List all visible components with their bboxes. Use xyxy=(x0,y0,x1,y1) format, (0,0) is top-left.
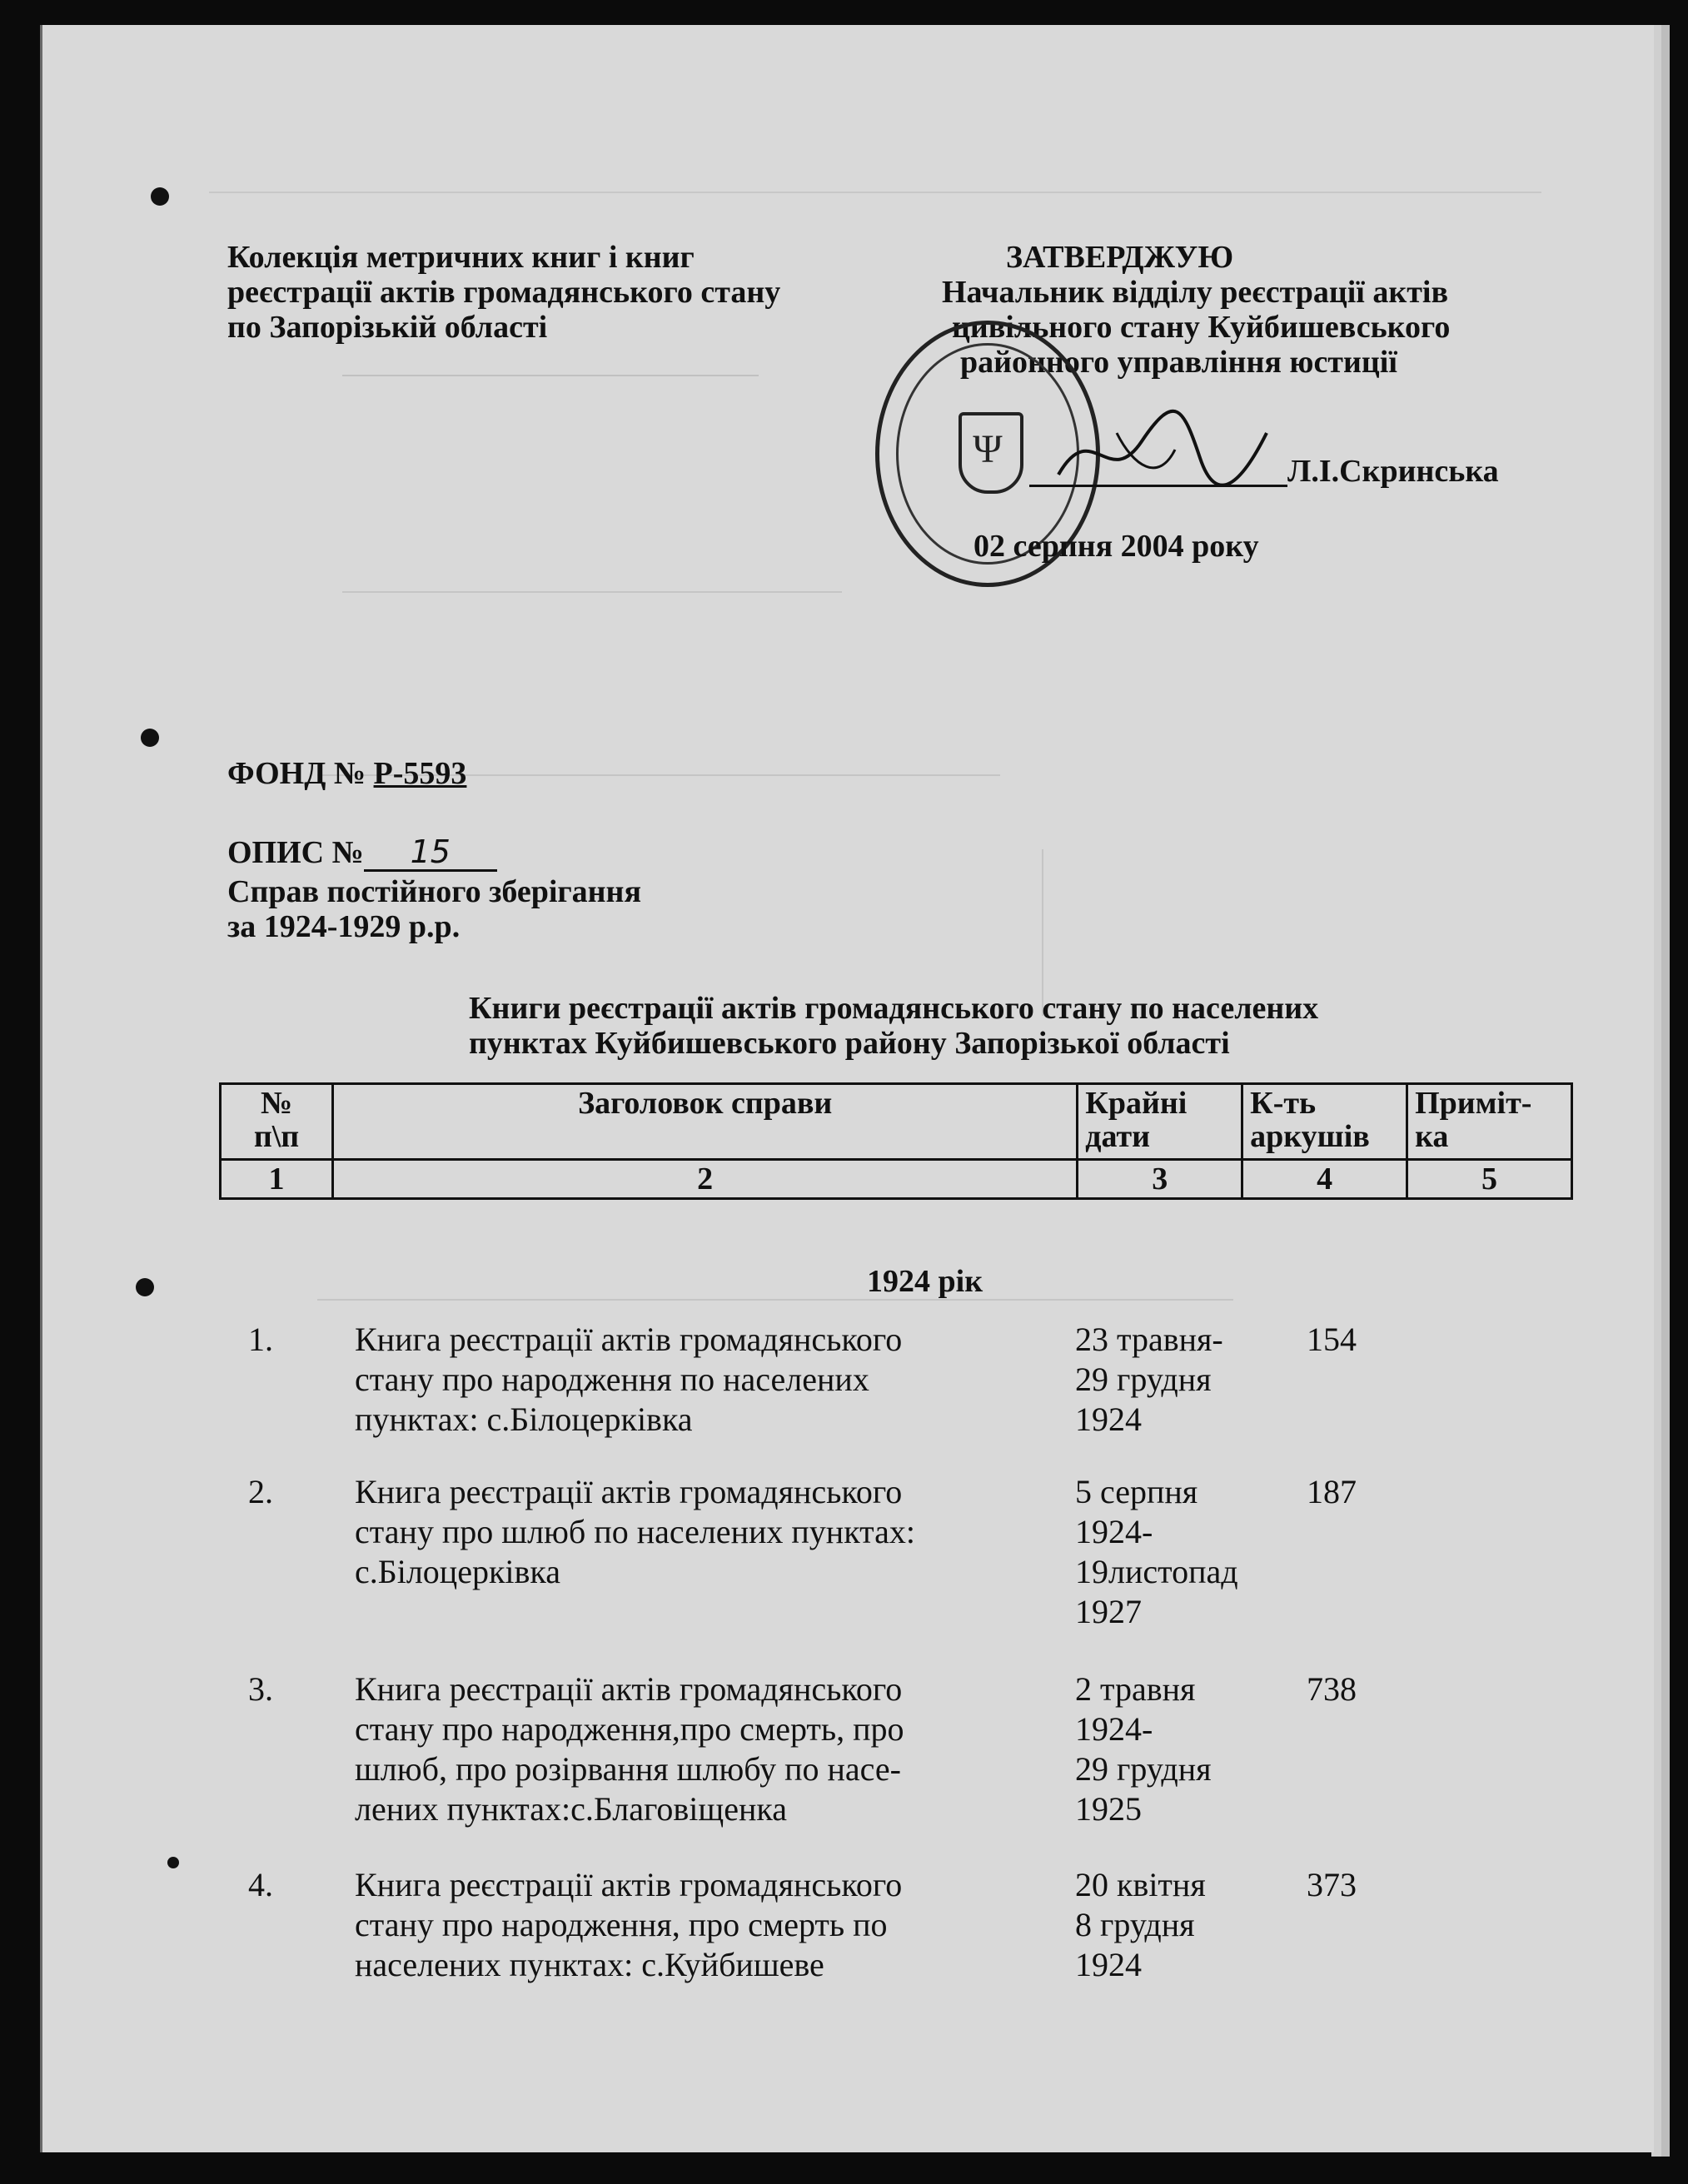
entry-title-line: населених пунктах: с.Куйбишеве xyxy=(355,1946,824,1983)
header-cell-notes: Приміт- ка xyxy=(1407,1084,1572,1160)
entry-sheets: 373 xyxy=(1307,1866,1357,1903)
year-heading: 1924 рік xyxy=(867,1264,983,1299)
entry-title-line: Книга реєстрації актів громадянського xyxy=(355,1473,903,1510)
header-cell-number: № п\п xyxy=(221,1084,333,1160)
entry-number: 1. xyxy=(248,1321,273,1358)
entry-title-line: стану про народження,про смерть, про xyxy=(355,1710,904,1748)
bleed-through xyxy=(209,192,1541,193)
entry-sheets: 738 xyxy=(1307,1670,1357,1708)
entry-title-line: пунктах: с.Білоцерківка xyxy=(355,1400,693,1438)
binding-hole xyxy=(167,1857,179,1868)
entry-date-line: 1925 xyxy=(1075,1790,1142,1828)
opis-description xyxy=(227,874,641,944)
trident-icon: Ψ xyxy=(973,427,1003,471)
approval-line: цивільного стану Куйбишевського xyxy=(952,310,1451,345)
entry-date-line: 5 серпня xyxy=(1075,1473,1198,1510)
entry-date-line: 8 грудня xyxy=(1075,1906,1195,1943)
binding-hole xyxy=(141,729,159,747)
collection-name xyxy=(227,240,894,345)
entry-title xyxy=(355,1865,1038,1985)
col-number: 4 xyxy=(1242,1160,1407,1199)
table-header-row xyxy=(221,1084,1572,1160)
binding-hole xyxy=(151,187,169,206)
entry-title-line: Книга реєстрації актів громадянського xyxy=(355,1866,903,1903)
inventory-title xyxy=(469,991,1551,1061)
entry-date-line: 1924- xyxy=(1075,1513,1153,1550)
opis-value: 15 xyxy=(364,834,497,872)
entry-title-line: стану про шлюб по населених пунктах: xyxy=(355,1513,915,1550)
opis-number xyxy=(227,834,497,872)
entry-title-line: лених пунктах:с.Благовіщенка xyxy=(355,1790,787,1828)
col-number: 1 xyxy=(221,1160,333,1199)
column-number-row xyxy=(221,1160,1572,1199)
collection-line: Колекція метричних книг і книг xyxy=(227,240,695,275)
inventory-table-header xyxy=(219,1082,1573,1200)
title-line: Книги реєстрації актів громадянського стану по населених xyxy=(469,991,1319,1026)
entry-title xyxy=(355,1669,1038,1829)
entry-sheets: 154 xyxy=(1307,1321,1357,1358)
approval-title: ЗАТВЕРДЖУЮ xyxy=(1006,240,1234,275)
entry-date-line: 1924 xyxy=(1075,1400,1142,1438)
bleed-through xyxy=(317,1224,1233,1301)
entry-date-line: 1924 xyxy=(1075,1946,1142,1983)
entry-dates xyxy=(1075,1320,1258,1440)
entry-dates xyxy=(1075,1472,1258,1632)
col-number: 5 xyxy=(1407,1160,1572,1199)
collection-line: по Запорізькій області xyxy=(227,310,548,345)
title-line: пунктах Куйбишевського району Запорізької області xyxy=(469,1026,1230,1061)
entry-number: 3. xyxy=(248,1670,273,1708)
entry-number: 4. xyxy=(248,1866,273,1903)
entry-number: 2. xyxy=(248,1473,273,1510)
paper-edge xyxy=(1661,25,1670,2157)
entry-dates xyxy=(1075,1865,1258,1985)
binding-hole xyxy=(136,1278,154,1296)
bleed-through xyxy=(342,491,842,593)
opis-desc-line: Справ постійного зберігання xyxy=(227,874,642,909)
col-number: 2 xyxy=(333,1160,1078,1199)
entry-date-line: 23 травня- xyxy=(1075,1321,1223,1358)
approval-line: Начальник відділу реєстрації актів xyxy=(942,275,1448,310)
fond-label: ФОНД № xyxy=(227,756,366,791)
entry-title-line: шлюб, про розірвання шлюбу по насе- xyxy=(355,1750,901,1788)
bleed-through xyxy=(342,341,759,376)
entry-date-line: 2 травня xyxy=(1075,1670,1196,1708)
entry-title xyxy=(355,1472,1038,1592)
entry-date-line: 29 грудня xyxy=(1075,1750,1212,1788)
header-cell-title: Заголовок справи xyxy=(333,1084,1078,1160)
header-cell-dates: Крайні дати xyxy=(1078,1084,1242,1160)
opis-desc-line: за 1924-1929 р.р. xyxy=(227,909,461,944)
opis-label: ОПИС № xyxy=(227,835,364,870)
entry-sheets: 187 xyxy=(1307,1473,1357,1510)
approval-date: 02 серпня 2004 року xyxy=(973,529,1259,564)
entry-date-line: 1924- xyxy=(1075,1710,1153,1748)
fond-number xyxy=(227,756,466,791)
signature-line xyxy=(1029,485,1287,487)
entry-title-line: стану про народження по населених xyxy=(355,1361,869,1398)
signatory-name: Л.І.Скринська xyxy=(1287,454,1499,489)
document-page xyxy=(40,25,1654,2152)
entry-date-line: 19листопад xyxy=(1075,1553,1238,1590)
collection-line: реєстрації актів громадянського стану xyxy=(227,275,781,310)
entry-date-line: 20 квітня xyxy=(1075,1866,1206,1903)
approval-line: районного управління юстиції xyxy=(960,345,1397,380)
entry-date-line: 29 грудня xyxy=(1075,1361,1212,1398)
entry-dates xyxy=(1075,1669,1258,1829)
entry-title-line: стану про народження, про смерть по xyxy=(355,1906,888,1943)
header-cell-sheets: К-ть аркушів xyxy=(1242,1084,1407,1160)
entry-title-line: Книга реєстрації актів громадянського xyxy=(355,1670,903,1708)
fond-value: Р-5593 xyxy=(373,756,467,791)
entry-title xyxy=(355,1320,1038,1440)
entry-title-line: с.Білоцерківка xyxy=(355,1553,560,1590)
entry-date-line: 1927 xyxy=(1075,1593,1142,1630)
entry-title-line: Книга реєстрації актів громадянського xyxy=(355,1321,903,1358)
col-number: 3 xyxy=(1078,1160,1242,1199)
